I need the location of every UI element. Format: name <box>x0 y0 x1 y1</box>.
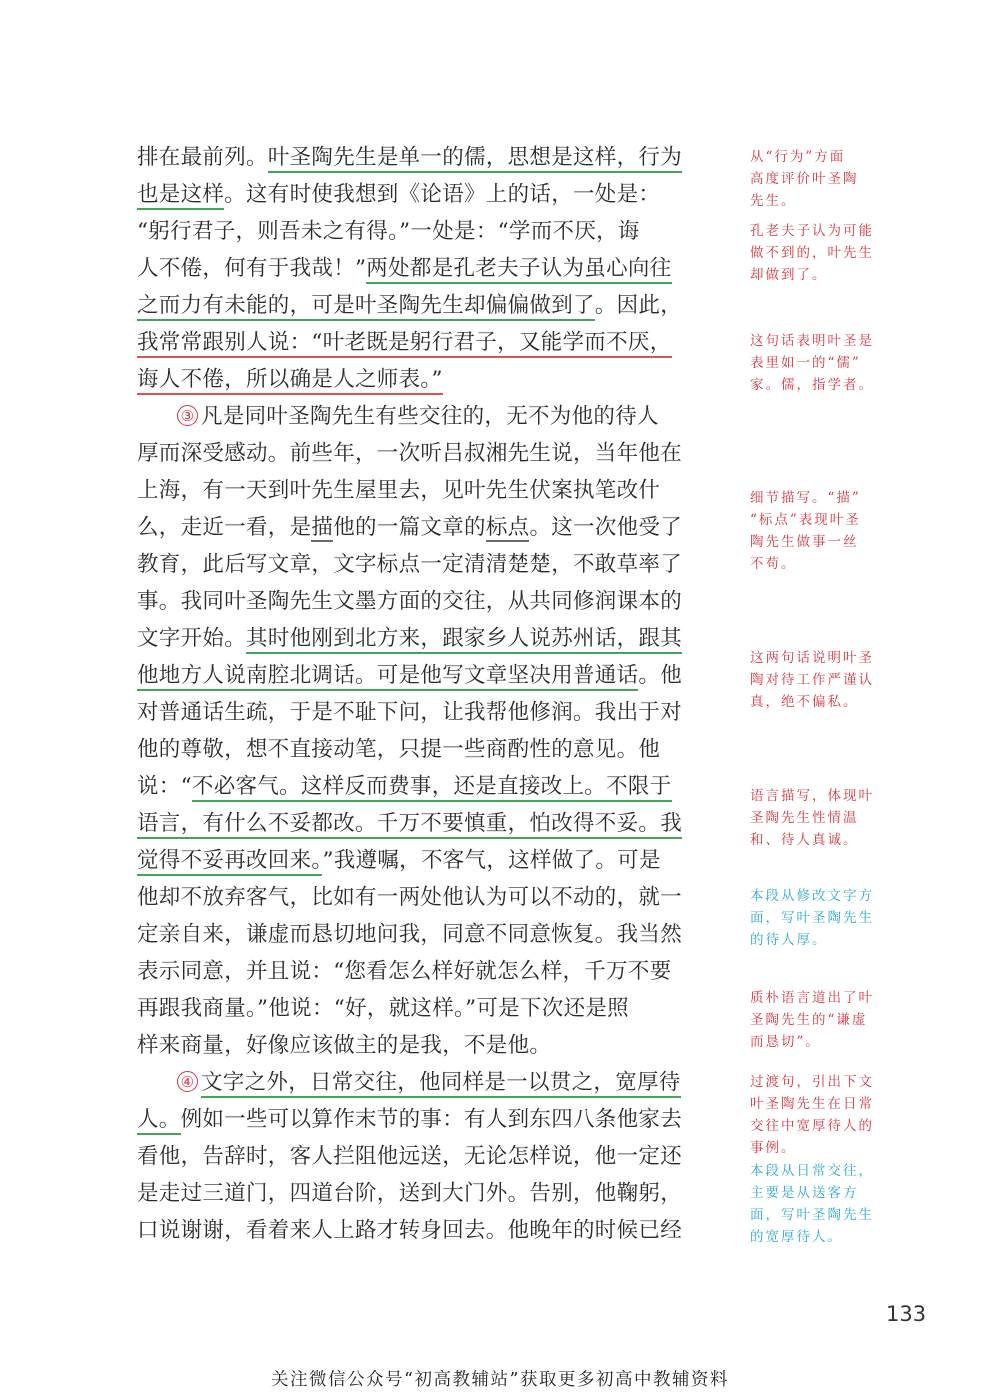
text-line <box>137 361 705 398</box>
text-line <box>137 250 705 287</box>
paragraph-number: ③ <box>177 405 198 426</box>
text-line <box>137 509 705 546</box>
underlined-text: 人。 <box>137 1107 181 1135</box>
annotation-line: 主要是从送客方 <box>750 1185 859 1201</box>
text-run: 。他 <box>638 663 683 688</box>
text-run: 他的尊敬，想不直接动笔，只提一些商酌性的意见。他 <box>137 737 661 762</box>
annotation-line: 表里如一的“儒” <box>750 355 861 371</box>
text-run: 上海，有一天到叶先生屋里去，见叶先生伏案执笔改什 <box>137 478 661 503</box>
margin-annotation <box>750 1160 900 1248</box>
text-run: 说：“ <box>137 774 192 799</box>
annotation-line: 叶圣陶先生在日常 <box>750 1096 874 1112</box>
annotation-line: 这句话表明叶圣是 <box>750 333 874 349</box>
text-line <box>137 1101 705 1138</box>
text-line <box>137 398 705 435</box>
text-line <box>137 879 705 916</box>
text-run: 再跟我商量。”他说：“好，就这样。”可是下次还是照 <box>137 996 629 1021</box>
annotation-line: 的宽厚待人。 <box>750 1229 843 1245</box>
annotation-line: 圣陶先生性情温 <box>750 810 859 826</box>
footer-promo: 关注微信公众号“初高教辅站”获取更多初高中教辅资料 <box>271 1370 729 1390</box>
text-line <box>137 583 705 620</box>
annotation-line: 真，绝不偏私。 <box>750 694 859 710</box>
annotation-line: 这两句话说明叶圣 <box>750 650 874 666</box>
text-line <box>137 731 705 768</box>
underlined-text: 之而力有未能的，可是叶圣陶先生却偏偏做到了 <box>137 293 595 321</box>
underlined-text: 觉得不妥再改回来。 <box>137 848 322 876</box>
underlined-text: 也是这样 <box>137 182 224 210</box>
text-run: 厚而深受感动。前些年，一次听吕叔湘先生说，当年他在 <box>137 441 683 466</box>
annotation-line: 陶先生做事一丝 <box>750 534 859 550</box>
text-run: 口说谢谢，看着来人上路才转身回去。他晚年的时候已经 <box>137 1218 683 1243</box>
text-line <box>137 435 705 472</box>
annotation-line: 先生。 <box>750 193 797 209</box>
underlined-text: 我常常跟别人说：“叶老既是躬行君子，又能学而不厌， <box>137 330 672 358</box>
text-line <box>137 1212 705 1249</box>
annotation-line: 本段从日常交往， <box>750 1163 874 1179</box>
underlined-text: 文字之外，日常交往，他同样是一以贯之，宽厚待 <box>201 1070 681 1098</box>
text-line <box>137 953 705 990</box>
annotation-line: 从“行为”方面 <box>750 149 846 165</box>
text-run: 么，走近一看，是 <box>137 515 312 540</box>
annotation-line: 而恳切”。 <box>750 1034 821 1050</box>
text-line <box>137 324 705 361</box>
annotation-line: 高度评价叶圣陶 <box>750 171 859 187</box>
page-number: 133 <box>886 1302 927 1326</box>
text-run: 他却不放弃客气，比如有一两处他认为可以不动的，就一 <box>137 885 683 910</box>
text-run: 教育，此后写文章，文字标点一定清清楚楚，不敢草率了 <box>137 552 683 577</box>
text-run: 事。我同叶圣陶先生文墨方面的交往，从共同修润课本的 <box>137 589 683 614</box>
text-run: 是走过三道门，四道台阶，送到大门外。告别，他鞠躬， <box>137 1181 683 1206</box>
text-run: 凡是同叶圣陶先生有些交往的，无不为他的待人 <box>201 404 659 429</box>
annotation-line: 面，写叶圣陶先生 <box>750 1207 874 1223</box>
underlined-text: 叶圣陶先生是单一的儒，思想是这样，行为 <box>268 145 682 173</box>
underlined-text: 语言，有什么不妥都改。千万不要慎重，怕改得不妥。我 <box>137 811 682 839</box>
text-run: 对普通话生疏，于是不耻下问，让我帮他修润。我出于对 <box>137 700 683 725</box>
text-line <box>137 694 705 731</box>
text-run: “躬行君子，则吾未之有得。”一处是：“学而不厌，诲 <box>137 219 640 244</box>
underlined-text: 不必客气。这样反而费事，还是直接改上。不限于 <box>192 774 672 802</box>
annotation-line: 事例。 <box>750 1140 797 1156</box>
text-line <box>137 916 705 953</box>
annotation-line: 细节描写。“描” <box>750 490 861 506</box>
text-line <box>137 176 705 213</box>
margin-annotation <box>750 885 900 951</box>
text-run: 排在最前列。 <box>137 145 268 170</box>
annotation-line: 陶对待工作严谨认 <box>750 672 874 688</box>
text-run: 。这有时使我想到《论语》上的话，一处是： <box>224 182 661 207</box>
margin-annotation <box>750 785 900 851</box>
annotation-line: 交往中宽厚待人的 <box>750 1118 874 1134</box>
annotation-line: 语言描写，体现叶 <box>750 788 874 804</box>
text-run: 看他，告辞时，客人拦阻他远送，无论怎样说，他一定还 <box>137 1144 683 1169</box>
annotation-line: 过渡句，引出下文 <box>750 1074 874 1090</box>
text-run: 例如一些可以算作末节的事：有人到东四八条他家去 <box>180 1107 683 1132</box>
text-line <box>137 1175 705 1212</box>
paragraph-number: ④ <box>177 1071 198 1092</box>
text-line <box>137 990 705 1027</box>
text-line <box>137 287 705 324</box>
text-run: ”我遵嘱，不客气，这样做了。可是 <box>322 848 661 873</box>
annotation-line: 本段从修改文字方 <box>750 888 874 904</box>
text-run: 表示同意，并且说：“您看怎么样好就怎么样，千万不要 <box>137 959 672 984</box>
main-text <box>137 139 705 1249</box>
text-line <box>137 768 705 805</box>
margin-annotation <box>750 146 900 212</box>
text-run: 。这一次他受了 <box>529 515 683 540</box>
text-line <box>137 546 705 583</box>
margin-annotation <box>750 987 900 1053</box>
text-line <box>137 620 705 657</box>
margin-annotation <box>750 1071 900 1159</box>
text-run: 文字开始。 <box>137 626 247 651</box>
underlined-text: 其时他刚到北方来，跟家乡人说苏州话，跟其 <box>246 626 682 654</box>
text-line <box>137 139 705 176</box>
text-line <box>137 805 705 842</box>
underlined-text: 描 <box>311 515 334 540</box>
underlined-text: 诲人不倦，所以确是人之师表。” <box>137 367 443 395</box>
margin-annotation <box>750 330 900 396</box>
annotation-line: 的待人厚。 <box>750 932 828 948</box>
text-run: 。因此， <box>594 293 683 318</box>
text-line <box>137 1027 705 1064</box>
annotation-line: 做不到的，叶先生 <box>750 245 874 261</box>
text-run: 定亲自来，谦虚而恳切地问我，同意不同意恢复。我当然 <box>137 922 683 947</box>
margin-annotation <box>750 647 900 713</box>
text-line <box>137 1064 705 1101</box>
text-line <box>137 1138 705 1175</box>
text-line <box>137 842 705 879</box>
annotation-line: “标点”表现叶圣 <box>750 512 861 528</box>
text-line <box>137 213 705 250</box>
annotation-line: 质朴语言道出了叶 <box>750 990 874 1006</box>
text-line <box>137 657 705 694</box>
annotation-line: 家。儒，指学者。 <box>750 377 874 393</box>
annotation-line: 和、待人真诚。 <box>750 832 859 848</box>
annotation-line: 却做到了。 <box>750 267 828 283</box>
underlined-text: 他地方人说南腔北调话。可是他写文章坚决用普通话 <box>137 663 638 691</box>
annotation-line: 圣陶先生的“谦虚 <box>750 1012 868 1028</box>
text-run: 他的一篇文章的 <box>333 515 486 540</box>
annotation-line: 孔老夫子认为可能 <box>750 223 874 239</box>
text-run: 人不倦，何有于我哉！” <box>137 256 367 281</box>
margin-annotation <box>750 487 900 575</box>
annotation-line: 面，写叶圣陶先生 <box>750 910 874 926</box>
text-line <box>137 472 705 509</box>
underlined-text: 两处都是孔老夫子认为虽心向往 <box>366 256 671 284</box>
text-run: 样来商量，好像应该做主的是我，不是他。 <box>137 1033 552 1058</box>
underlined-text: 标点 <box>485 515 530 540</box>
annotation-line: 不苟。 <box>750 556 797 572</box>
margin-annotation <box>750 220 900 286</box>
